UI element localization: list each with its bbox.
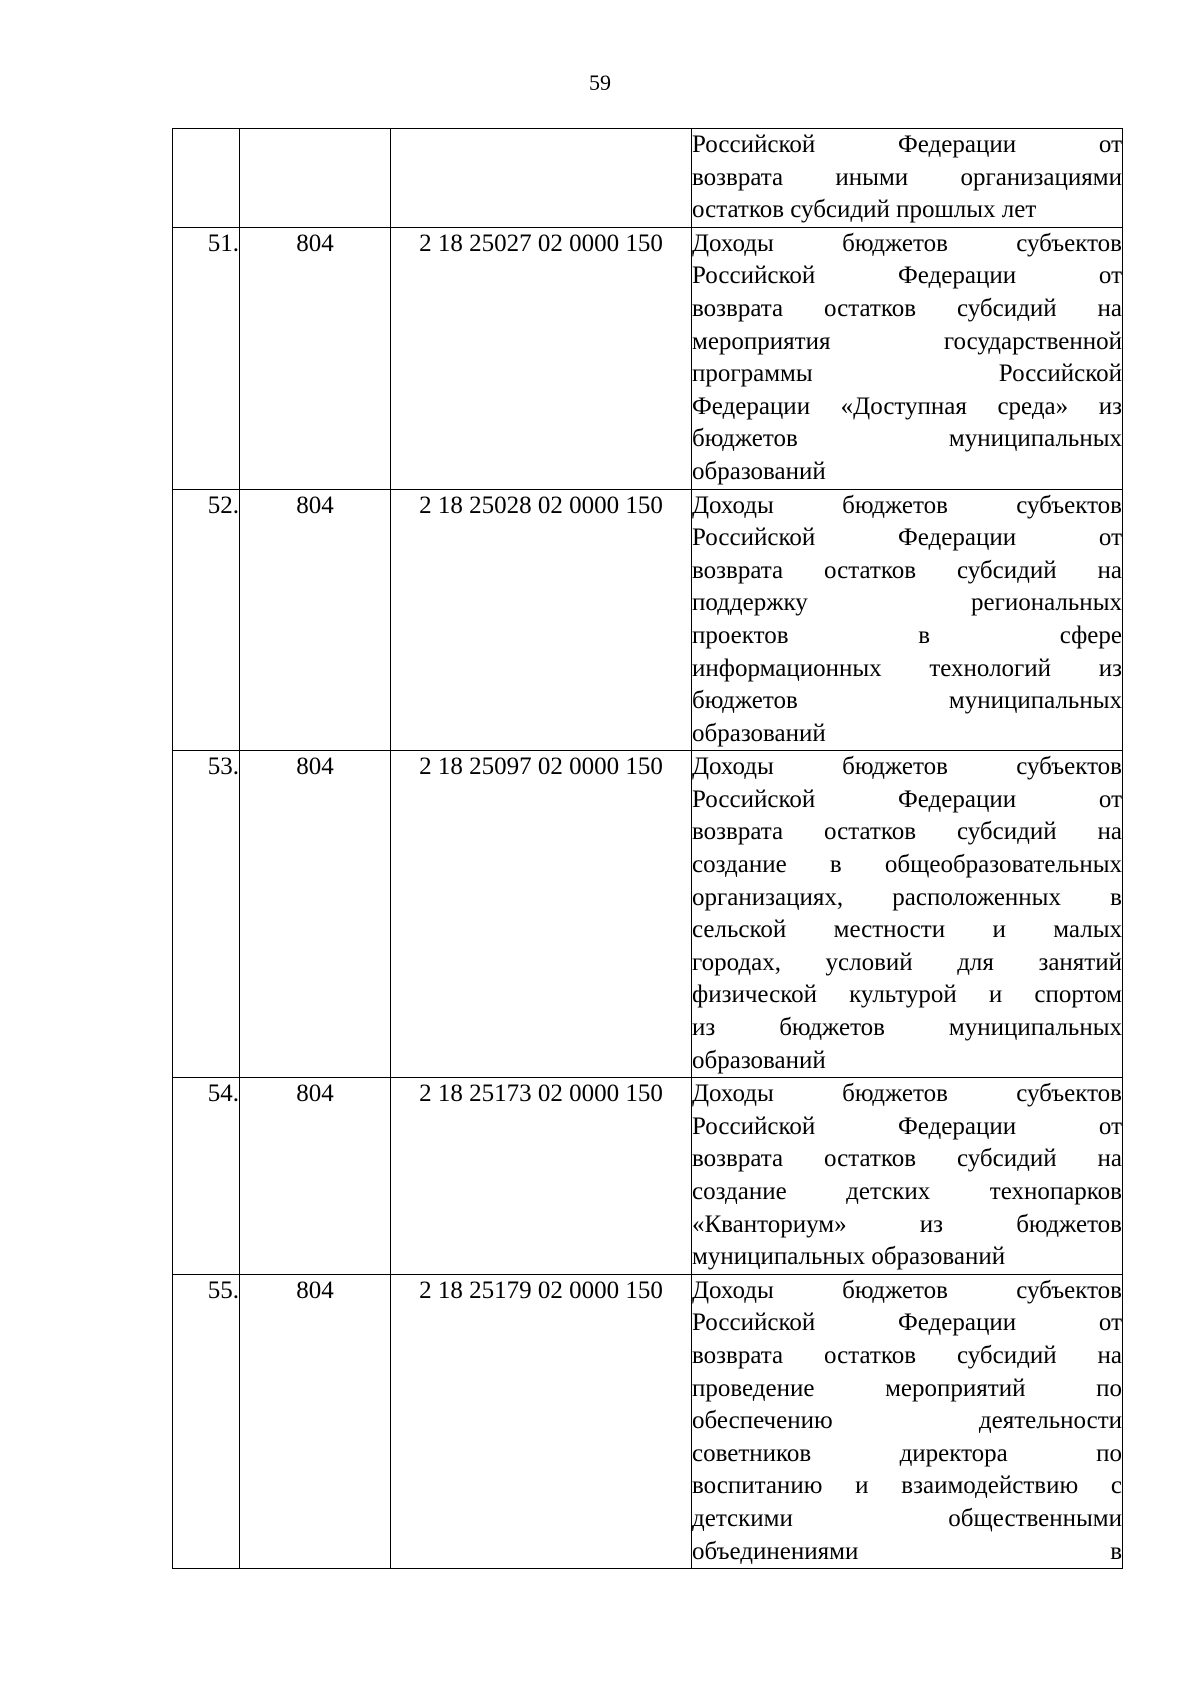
admin-code-cell: 804	[240, 489, 391, 751]
description-line: информационных технологий из	[692, 654, 1122, 682]
budget-classification-code-cell: 2 18 25179 02 0000 150	[391, 1274, 692, 1568]
description-line: проектов в сфере	[692, 621, 1122, 649]
admin-code-cell: 804	[240, 1078, 391, 1275]
description-line: объединениями в	[692, 1537, 1122, 1565]
description-line: образований	[692, 1046, 826, 1074]
row-number-cell: 55.	[173, 1274, 240, 1568]
row-number-cell: 52.	[173, 489, 240, 751]
description-line: Российской Федерации от	[692, 524, 1122, 552]
description-line: бюджетов муниципальных	[692, 687, 1122, 715]
description-line: физической культурой и спортом	[692, 981, 1122, 1009]
description-line: создание в общеобразовательных	[692, 851, 1122, 879]
description-line: мероприятия государственной	[692, 327, 1122, 355]
admin-code-cell	[240, 129, 391, 228]
table-body	[173, 129, 1123, 1569]
description-line: Российской Федерации от	[692, 262, 1122, 290]
description-line: «Кванториум» из бюджетов	[692, 1210, 1122, 1238]
table-row	[173, 129, 1123, 228]
description-line: Российской Федерации от	[692, 131, 1122, 158]
description-line: возврата иными организациями	[692, 163, 1122, 191]
description-line: возврата остатков субсидий на	[692, 818, 1122, 846]
table-row	[173, 227, 1123, 489]
description-line: Доходы бюджетов субъектов	[692, 1080, 1122, 1108]
budget-classification-code-cell	[391, 129, 692, 228]
description-line: организациях, расположенных в	[692, 883, 1122, 911]
description-line: бюджетов муниципальных	[692, 425, 1122, 453]
description-line: советников директора по	[692, 1439, 1122, 1467]
description-line: Российской Федерации от	[692, 1309, 1122, 1337]
description-line: остатков субсидий прошлых лет	[692, 196, 1037, 224]
description-line: Российской Федерации от	[692, 1112, 1122, 1140]
description-line: сельской местности и малых	[692, 916, 1122, 944]
description-line: образований	[692, 457, 826, 485]
description-line: Федерации «Доступная среда» из	[692, 392, 1122, 420]
description-line: воспитанию и взаимодействию с	[692, 1472, 1122, 1500]
income-description-cell	[692, 1078, 1123, 1275]
description-line: возврата остатков субсидий на	[692, 294, 1122, 322]
description-line: Доходы бюджетов субъектов	[692, 753, 1122, 781]
description-line: городах, условий для занятий	[692, 948, 1122, 976]
description-line: Доходы бюджетов субъектов	[692, 491, 1122, 519]
description-line: Доходы бюджетов субъектов	[692, 229, 1122, 257]
row-number-cell: 53.	[173, 751, 240, 1078]
description-line: обеспечению деятельности	[692, 1407, 1122, 1435]
budget-classification-code-cell: 2 18 25097 02 0000 150	[391, 751, 692, 1078]
table-row	[173, 489, 1123, 751]
budget-code-table	[172, 128, 1123, 1569]
table-row	[173, 751, 1123, 1078]
description-line: образований	[692, 719, 826, 747]
description-line: программы Российской	[692, 360, 1122, 388]
description-line: детскими общественными	[692, 1504, 1122, 1532]
description-line: создание детских технопарков	[692, 1178, 1122, 1205]
row-number-cell: 51.	[173, 227, 240, 489]
income-description-cell	[692, 129, 1123, 228]
admin-code-cell: 804	[240, 751, 391, 1078]
row-number-cell: 54.	[173, 1078, 240, 1275]
description-line: Российской Федерации от	[692, 785, 1122, 813]
row-number-cell	[173, 129, 240, 228]
page-number: 59	[589, 70, 611, 95]
income-description-cell	[692, 489, 1123, 751]
budget-classification-code-cell: 2 18 25027 02 0000 150	[391, 227, 692, 489]
description-line: возврата остатков субсидий на	[692, 556, 1122, 584]
description-line: из бюджетов муниципальных	[692, 1014, 1122, 1042]
table-row	[173, 1274, 1123, 1568]
description-line: проведение мероприятий по	[692, 1374, 1122, 1402]
budget-classification-code-cell: 2 18 25028 02 0000 150	[391, 489, 692, 751]
budget-classification-code-cell: 2 18 25173 02 0000 150	[391, 1078, 692, 1275]
table-row	[173, 1078, 1123, 1275]
description-line: муниципальных образований	[692, 1243, 1006, 1271]
description-line: возврата остатков субсидий на	[692, 1145, 1122, 1173]
description-line: возврата остатков субсидий на	[692, 1341, 1122, 1369]
description-line: поддержку региональных	[692, 589, 1122, 617]
income-description-cell	[692, 751, 1123, 1078]
admin-code-cell: 804	[240, 1274, 391, 1568]
admin-code-cell: 804	[240, 227, 391, 489]
income-description-cell	[692, 1274, 1123, 1568]
income-description-cell	[692, 227, 1123, 489]
description-line: Доходы бюджетов субъектов	[692, 1276, 1122, 1304]
